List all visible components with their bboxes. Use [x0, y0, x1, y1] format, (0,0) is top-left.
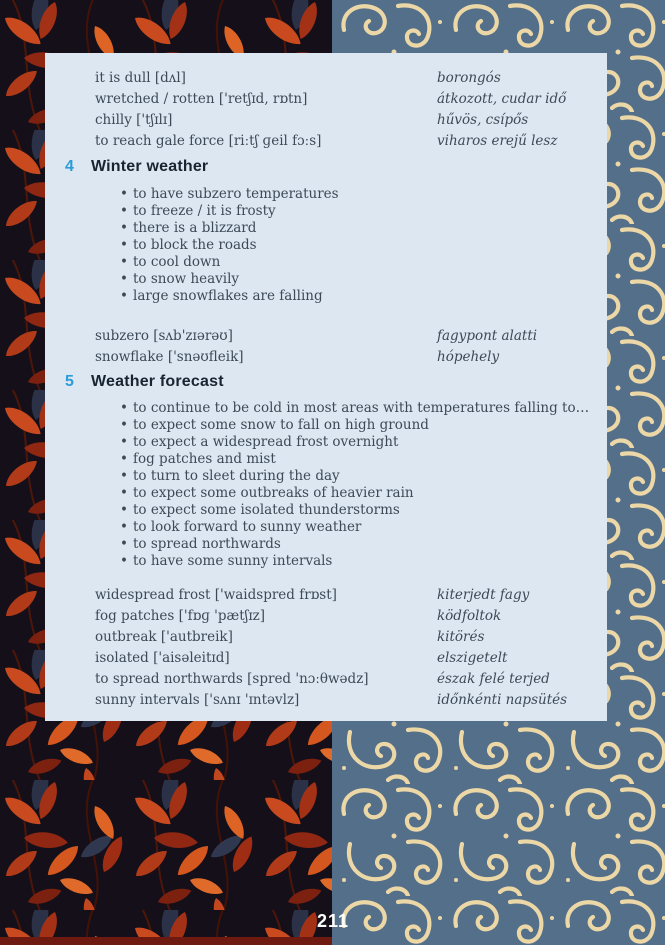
term-text: snowflake ['snəʊfleik] — [95, 349, 244, 365]
translation-text: viharos erejű lesz — [437, 133, 558, 149]
translation-text: időnkénti napsütés — [437, 692, 568, 708]
translation-text: észak felé terjed — [437, 671, 550, 687]
phrase-bullet-item — [133, 519, 607, 536]
phrase-text: to have subzero temperatures — [133, 186, 339, 202]
phrase-text: large snowflakes are falling — [133, 288, 323, 304]
term-text: to spread northwards [spred 'nɔːθwədz] — [95, 671, 369, 687]
section-5-bullet-list — [133, 400, 607, 570]
term-text: fog patches ['fɒɡ 'pætʃɪz] — [95, 608, 266, 624]
phrase-bullet-item — [133, 536, 607, 553]
vocab-row — [45, 89, 607, 110]
vocab-row — [45, 606, 607, 627]
translation-text: kiterjedt fagy — [437, 587, 530, 603]
section-number: 4 — [65, 158, 75, 175]
phrase-bullet-item — [133, 237, 607, 254]
translation-text: kitörés — [437, 629, 485, 645]
phrase-bullet-item — [133, 434, 607, 451]
vocab-row — [45, 131, 607, 152]
phrase-text: to expect a widespread frost overnight — [133, 434, 399, 450]
phrase-text: fog patches and mist — [133, 451, 276, 467]
vocab-row — [45, 110, 607, 131]
phrase-text: to freeze / it is frosty — [133, 203, 276, 219]
phrase-text: to cool down — [133, 254, 221, 270]
phrase-bullet-item — [133, 451, 607, 468]
translation-text: elszigetelt — [437, 650, 508, 666]
phrase-text: to look forward to sunny weather — [133, 519, 362, 535]
content-panel — [45, 53, 607, 721]
term-text: widespread frost ['waidspred frɒst] — [95, 587, 337, 603]
term-text: subzero [sʌb'zɪərəʊ] — [95, 328, 233, 344]
phrase-text: to turn to sleet during the day — [133, 468, 340, 484]
section-number: 5 — [65, 373, 75, 390]
section-5-heading — [65, 372, 607, 392]
section-4-bullet-list — [133, 186, 607, 305]
translation-text: hűvös, csípős — [437, 112, 529, 128]
translation-text: ködfoltok — [437, 608, 502, 624]
translation-text: átkozott, cudar idő — [437, 91, 567, 107]
phrase-bullet-item — [133, 502, 607, 519]
term-text: wretched / rotten ['retʃɪd, rɒtn] — [95, 91, 308, 107]
section-title: Winter weather — [91, 158, 209, 175]
phrase-bullet-item — [133, 400, 607, 417]
vocab-row — [45, 326, 607, 347]
phrase-bullet-item — [133, 271, 607, 288]
vocab-row — [45, 585, 607, 606]
phrase-text: to spread northwards — [133, 536, 281, 552]
phrase-text: to block the roads — [133, 237, 257, 253]
phrase-bullet-item — [133, 203, 607, 220]
phrase-text: to expect some outbreaks of heavier rain — [133, 485, 414, 501]
phrase-bullet-item — [133, 288, 607, 305]
vocab-row — [45, 627, 607, 648]
phrase-text: to expect some isolated thunderstorms — [133, 502, 400, 518]
term-text: sunny intervals ['sʌnɪ 'ɪntəvlz] — [95, 692, 300, 708]
phrase-bullet-item — [133, 254, 607, 271]
vocab-row — [45, 648, 607, 669]
phrase-text: to snow heavily — [133, 271, 240, 287]
phrase-text: to have some sunny intervals — [133, 553, 333, 569]
vocab-row — [45, 669, 607, 690]
phrase-bullet-item — [133, 417, 607, 434]
phrase-text: to expect some snow to fall on high ground — [133, 417, 429, 433]
phrase-bullet-item — [133, 553, 607, 570]
vocab-row — [45, 690, 607, 711]
phrase-text: to continue to be cold in most areas with temperatures falling to… — [133, 400, 590, 416]
section-title: Weather forecast — [91, 373, 224, 390]
section-4-heading — [65, 157, 607, 177]
phrase-bullet-item — [133, 186, 607, 203]
term-text: isolated ['aisəleitɪd] — [95, 650, 230, 666]
translation-text: borongós — [437, 70, 501, 86]
vocab-row — [45, 347, 607, 368]
bottom-edge-strip — [0, 937, 332, 945]
term-text: chilly ['tʃɪlɪ] — [95, 112, 173, 128]
term-text: outbreak ['autbreik] — [95, 629, 233, 645]
term-text: to reach gale force [riːtʃ ɡeil fɔːs] — [95, 133, 322, 149]
phrase-text: there is a blizzard — [133, 220, 257, 236]
translation-text: fagypont alatti — [437, 328, 538, 344]
intro-vocab-list — [45, 68, 607, 152]
phrase-bullet-item — [133, 220, 607, 237]
translation-text: hópehely — [437, 349, 500, 365]
phrase-bullet-item — [133, 485, 607, 502]
page-number: 211 — [316, 911, 350, 931]
phrase-bullet-item — [133, 468, 607, 485]
forecast-vocab-list — [45, 585, 607, 711]
term-text: it is dull [dʌl] — [95, 70, 186, 86]
winter-vocab-list — [45, 326, 607, 368]
vocab-row — [45, 68, 607, 89]
